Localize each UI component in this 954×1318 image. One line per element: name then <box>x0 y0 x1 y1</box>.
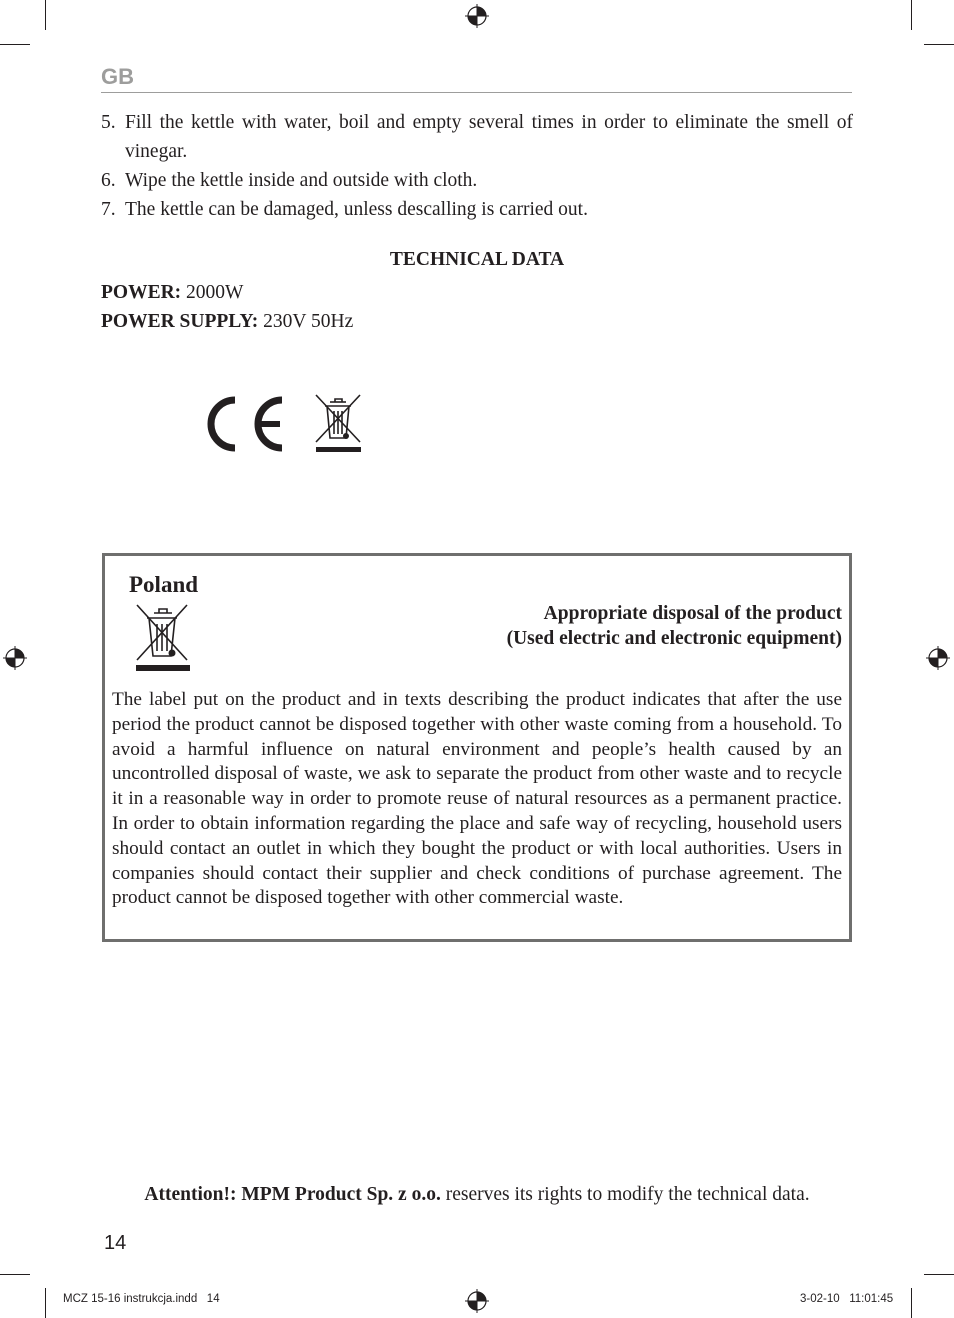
list-item <box>101 166 853 195</box>
power-supply-value: 230V 50Hz <box>258 311 354 332</box>
disposal-paragraph: The label put on the product and in texts describing the product indicates that after the use period the product cannot be disposed together with other waste coming from a household. To avoid a harmful influence on natural environment and people’s health caused by an uncontrolled disposal of waste, we ask to separate the product from other waste and to recycle it in a reasonable way in order to promote reuse of natural resources as a permanent practice. In order to obtain information regarding the place and safe way of recycling, household users should contact an outlet in which they bought the product or with local authorities. Users in companies should contact their supplier and check conditions of purchase agreement. The product cannot be disposed together with other commercial waste. <box>112 689 842 909</box>
item-number: 6. <box>101 170 116 191</box>
crossed-out-wheelie-bin-icon <box>313 392 365 454</box>
item-text: Wipe the kettle inside and outside with cloth. <box>125 170 478 191</box>
ce-mark-icon <box>202 395 288 453</box>
header-rule <box>101 92 852 93</box>
timestamp-slug: 3-02-10 11:01:45 <box>800 1293 894 1305</box>
attention-text: reserves its rights to modify the technical data. <box>440 1184 810 1205</box>
registration-mark-icon <box>465 1289 489 1313</box>
page-number: 14 <box>104 1232 127 1254</box>
instruction-list <box>101 108 853 224</box>
item-text: Fill the kettle with water, boil and empty several times in order to eliminate the smell of vinegar. <box>125 112 853 162</box>
disposal-title: Appropriate disposal of the product <box>543 603 842 624</box>
crop-mark <box>924 1274 954 1275</box>
power-spec <box>101 282 243 304</box>
power-value: 2000W <box>181 282 244 303</box>
power-supply-spec <box>101 311 353 333</box>
crop-mark <box>0 1274 30 1275</box>
file-name-slug: MCZ 15-16 instrukcja.indd 14 <box>63 1293 220 1305</box>
language-tag: GB <box>101 64 134 89</box>
attention-note <box>0 1184 954 1206</box>
power-supply-label: POWER SUPPLY: <box>101 311 259 332</box>
crop-mark <box>911 1288 912 1318</box>
item-text: The kettle can be damaged, unless descalling is carried out. <box>125 199 588 220</box>
registration-mark-icon <box>465 4 489 28</box>
crop-mark <box>45 1288 46 1318</box>
item-number: 5. <box>101 112 116 133</box>
registration-mark-icon <box>926 646 950 670</box>
crop-mark <box>0 44 30 45</box>
country-label: Poland <box>129 572 199 597</box>
disposal-subtitle: (Used electric and electronic equipment) <box>506 628 842 649</box>
list-item <box>101 195 853 224</box>
attention-bold: Attention!: MPM Product Sp. z o.o. <box>144 1184 441 1205</box>
registration-mark-icon <box>3 646 27 670</box>
list-item <box>101 108 853 166</box>
crop-mark <box>45 0 46 30</box>
crossed-out-wheelie-bin-icon <box>133 602 193 674</box>
item-number: 7. <box>101 199 116 220</box>
technical-data-heading: TECHNICAL DATA <box>389 249 565 270</box>
crop-mark <box>911 0 912 30</box>
power-label: POWER: <box>101 282 182 303</box>
crop-mark <box>924 44 954 45</box>
